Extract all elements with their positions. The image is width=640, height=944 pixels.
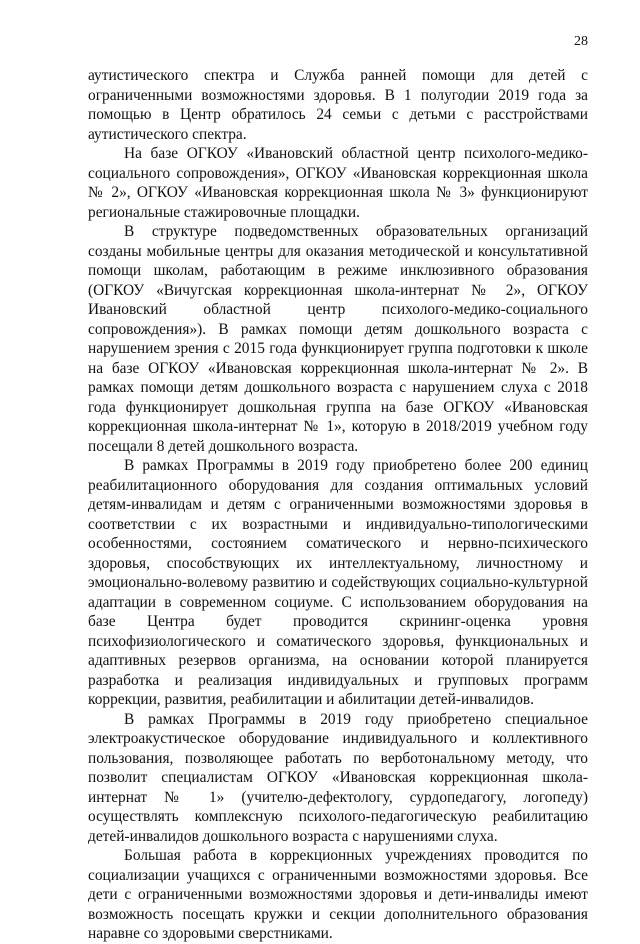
paragraph-rehab-equipment: В рамках Программы в 2019 году приобретено более 200 единиц реабилитационного оборудования для создания оптимальных условий детям-инвалидам и детям с ограниченными возможностями здоровья в соответствии с их возрастными и индивидуально-типологическими особенностями, состоянием соматического и нервно-психического здоровья, способствующих их интеллектуальному, личностному и эмоционально-волевому развитию и содействующих социально-культурной адаптации в современном социуме. С использованием оборудования на базе Центра будет проводится скрининг-оценка уровня психофизиологического и соматического здоровья, функциональных и адаптивных резервов организма, на основании которой планируется разработка и реализация индивидуальных и групповых программ коррекции, развития, реабилитации и абилитации детей-инвалидов. — [88, 457, 588, 708]
page-number: 28 — [574, 34, 588, 49]
paragraph-mobile-centers: В структуре подведомственных образовательных организаций созданы мобильные центры для оказания методической и консультативной помощи школам, работающим в режиме инклюзивного образования (ОГКОУ «Вичугская коррекционная школа-интернат № 2», ОГКОУ Ивановский областной центр психолого-медико-социального сопровождения»). В рамках помощи детям дошкольного возраста с нарушением зрения с 2015 года функционирует группа подготовки к школе на базе ОГКОУ «Ивановская коррекционная школа-интернат № 2». В рамках помощи детям дошкольного возраста с нарушением слуха с 2018 года функционирует дошкольная группа на базе ОГКОУ «Ивановская коррекционная школа-интернат № 1», которую в 2018/2019 учебном году посещали 8 детей дошкольного возраста. — [88, 223, 588, 455]
paragraph-acoustic-equipment: В рамках Программы в 2019 году приобретено специальное электроакустическое оборудование индивидуального и коллективного пользования, позволяющее работать по верботональному методу, что позволит специалистам ОГКОУ «Ивановская коррекционная школа-интернат № 1» (учителю-дефектологу, сурдопедагогу, логопеду) осуществлять комплексную психолого-педагогическую реабилитацию детей-инвалидов дошкольного возраста с нарушениями слуха. — [88, 710, 588, 845]
paragraph-autism-services: аутистического спектра и Служба ранней помощи для детей с ограниченными возможностями здоровья. В 1 полугодии 2019 года за помощью в Центр обратилось 24 семьи с детьми с расстройствами аутистического спектра. — [88, 67, 588, 143]
paragraph-internship-sites: На базе ОГКОУ «Ивановский областной центр психолого-медико-социального сопровождения», ОГКОУ «Ивановская коррекционная школа № 2», ОГКОУ «Ивановская коррекционная школа № 3» функционируют региональные стажировочные площадки. — [88, 145, 588, 221]
document-body — [88, 66, 588, 944]
paragraph-socialization: Большая работа в коррекционных учреждениях проводится по социализации учащихся с ограниченными возможностями здоровья. Все дети с ограниченными возможностями здоровья и дети-инвалиды имеют возможность посещать кружки и секции дополнительного образования наравне со здоровыми сверстниками. — [88, 847, 588, 942]
